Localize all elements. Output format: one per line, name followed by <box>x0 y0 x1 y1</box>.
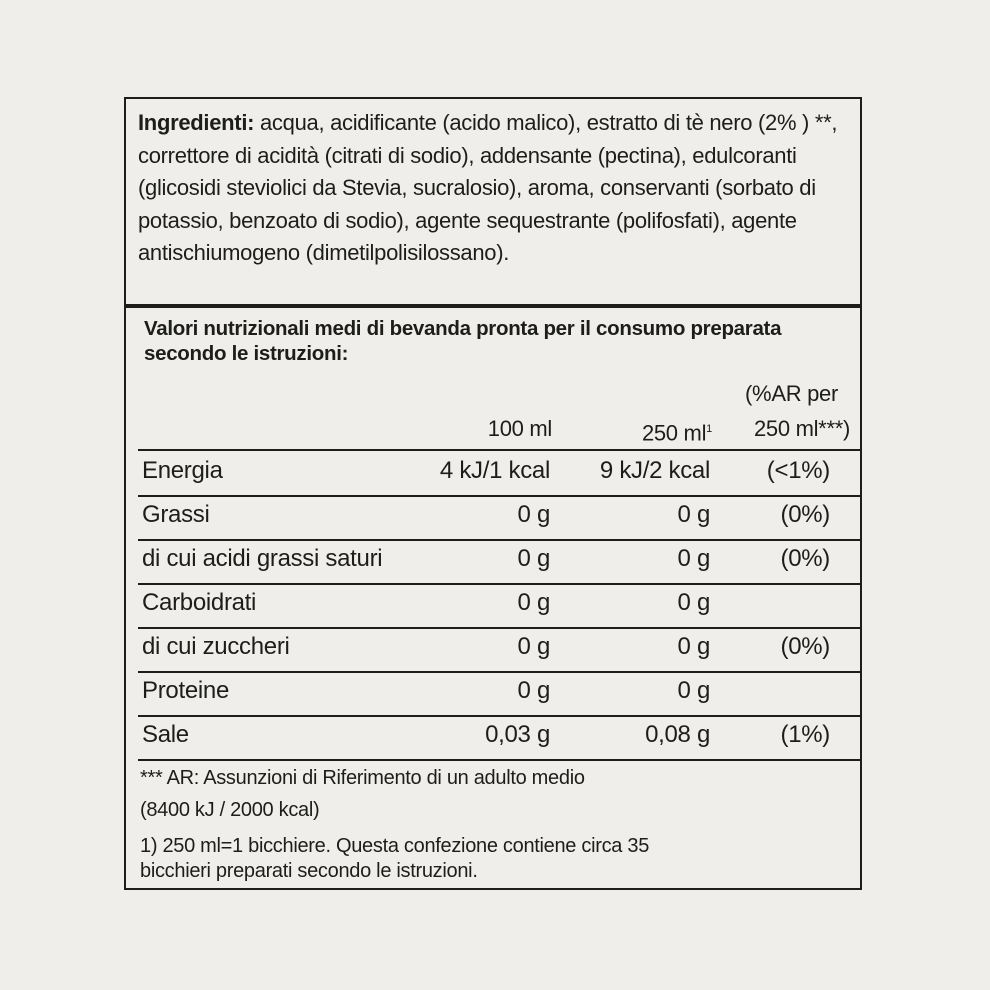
value-250ml: 0 g <box>677 545 710 572</box>
nutrition-row <box>126 495 860 539</box>
value-250ml: 0 g <box>677 633 710 660</box>
nutrient-name: Sale <box>142 721 189 748</box>
ingredients-list: acqua, acidificante (acido malico), estratto di tè nero (2% ) **, correttore di acidità (citrati di sodio), addensante (pectina), edulcoranti (glicosidi steviolici da Stevia, sucralosio), aroma, conservanti (sorbato di potassio, benzoato di sodio), agente sequestrante (polifosfati), agente antischiumogeno (dimetilpolisilossano). <box>138 110 838 265</box>
nutrition-row <box>126 583 860 627</box>
nutrition-row <box>126 715 860 759</box>
header-ar-line1: (%AR per <box>745 381 838 406</box>
value-100ml: 0 g <box>517 501 550 528</box>
value-ar-percent: (0%) <box>780 545 830 572</box>
value-250ml: 0 g <box>677 677 710 704</box>
header-250ml <box>642 414 712 448</box>
nutrient-name: Grassi <box>142 501 210 528</box>
value-250ml: 0,08 g <box>645 721 710 748</box>
value-100ml: 0 g <box>517 589 550 616</box>
value-100ml: 0 g <box>517 677 550 704</box>
nutrition-title: Valori nutrizionali medi di bevanda pronta per il consumo preparata secondo le istruzioni: <box>144 317 782 365</box>
nutrient-name: Proteine <box>142 677 229 704</box>
value-100ml: 0 g <box>517 545 550 572</box>
glass-note-line2: bicchieri preparati secondo le istruzioni. <box>140 860 478 882</box>
nutrition-label <box>124 97 862 890</box>
section-divider <box>126 304 860 308</box>
nutrition-row <box>126 627 860 671</box>
ar-note-line1: *** AR: Assunzioni di Riferimento di un adulto medio <box>140 767 585 789</box>
header-250ml-label: 250 ml <box>641 420 707 446</box>
nutrient-name: di cui zuccheri <box>142 633 290 660</box>
nutrition-row <box>126 671 860 715</box>
header-100ml: 100 ml <box>487 416 552 441</box>
header-250ml-footnote: 1 <box>706 423 712 435</box>
nutrient-name: di cui acidi grassi saturi <box>142 545 383 572</box>
value-ar-percent: (0%) <box>780 633 830 660</box>
value-ar-percent: (<1%) <box>766 457 830 484</box>
row-divider <box>138 759 860 761</box>
value-250ml: 0 g <box>677 501 710 528</box>
ingredients-text <box>138 107 848 270</box>
nutrition-row <box>126 539 860 583</box>
nutrition-row <box>126 451 860 495</box>
nutrient-name: Carboidrati <box>142 589 257 616</box>
glass-note-line1: 1) 250 ml=1 bicchiere. Questa confezione contiene circa 35 <box>140 835 650 857</box>
value-ar-percent: (1%) <box>780 721 830 748</box>
value-250ml: 9 kJ/2 kcal <box>599 457 710 484</box>
header-ar-line2: 250 ml***) <box>753 416 850 441</box>
nutrient-name: Energia <box>142 457 223 484</box>
value-ar-percent: (0%) <box>780 501 830 528</box>
value-100ml: 4 kJ/1 kcal <box>439 457 550 484</box>
value-250ml: 0 g <box>677 589 710 616</box>
ingredients-heading: Ingredienti: <box>138 110 255 135</box>
value-100ml: 0 g <box>517 633 550 660</box>
ar-note-line2: (8400 kJ / 2000 kcal) <box>140 799 320 821</box>
value-100ml: 0,03 g <box>485 721 550 748</box>
